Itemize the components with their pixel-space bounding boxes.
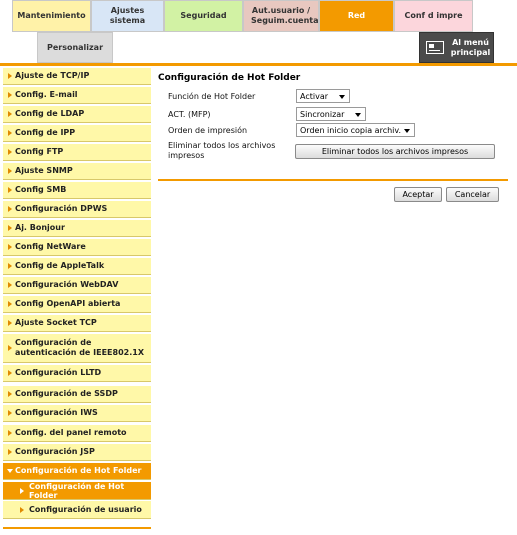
hot-folder-function-select[interactable] [296, 89, 350, 103]
tab-seguridad[interactable] [164, 0, 243, 32]
sidebar [0, 66, 151, 535]
chevron-down-icon [404, 129, 410, 133]
sidebar-item-label: Configuración de autenticación de IEEE802.1X [15, 338, 144, 357]
delete-printed-files-label: Eliminar todos los archivos impresos [168, 141, 276, 160]
sidebar-item-label: Ajuste SNMP [15, 166, 73, 175]
arrow-right-icon [20, 488, 24, 494]
main-menu-button[interactable] [419, 32, 494, 63]
sidebar-item-label: Configuración de Hot Folder [15, 466, 142, 475]
sidebar-item-label: Config FTP [15, 147, 64, 156]
arrow-right-icon [8, 187, 12, 193]
arrow-right-icon [8, 410, 12, 416]
cancel-button[interactable] [446, 187, 499, 202]
tab-label: Mantenimiento [17, 11, 86, 20]
button-label: Eliminar todos los archivos impresos [321, 147, 469, 156]
delete-printed-files-button[interactable] [295, 144, 495, 159]
arrow-right-icon [8, 430, 12, 436]
arrow-right-icon [8, 370, 12, 376]
sidebar-item-label: Config de LDAP [15, 109, 85, 118]
main-menu-label: Al menú principal [450, 37, 491, 57]
tab-label: Aut.usuario / Seguim.cuenta [251, 6, 319, 25]
sidebar-item-label: Config. del panel remoto [15, 428, 127, 437]
sidebar-item-label: Config OpenAPI abierta [15, 299, 121, 308]
page-title: Configuración de Hot Folder [158, 73, 301, 83]
sidebar-item-smb[interactable] [3, 182, 151, 199]
tab-label: Seguridad [180, 11, 227, 20]
sidebar-item-label: Ajuste de TCP/IP [15, 71, 90, 80]
tab-red[interactable] [319, 0, 394, 32]
arrow-right-icon [8, 282, 12, 288]
sidebar-item-label: Ajuste Socket TCP [15, 318, 97, 327]
arrow-right-icon [8, 206, 12, 212]
sidebar-item-ssdp[interactable] [3, 386, 151, 403]
arrow-right-icon [8, 92, 12, 98]
sidebar-bottom-divider [3, 527, 151, 529]
sidebar-item-jsp[interactable] [3, 444, 151, 461]
hot-folder-function-label: Función de Hot Folder [168, 92, 256, 101]
sidebar-item-label: Config NetWare [15, 242, 86, 251]
sidebar-item-email[interactable] [3, 87, 151, 104]
tab-personalizar[interactable] [37, 32, 113, 63]
sidebar-item-panel-remoto[interactable] [3, 425, 151, 442]
tab-conf-impre[interactable] [394, 0, 473, 32]
tab-ajustes-sistema[interactable] [91, 0, 164, 32]
tab-label: Ajustes sistema [109, 6, 146, 25]
sidebar-subitem-user-config[interactable] [3, 501, 151, 519]
sidebar-item-netware[interactable] [3, 239, 151, 256]
sidebar-item-ldap[interactable] [3, 106, 151, 123]
sidebar-item-label: Configuración LLTD [15, 368, 102, 377]
select-value: Orden inicio copia archiv. [300, 125, 402, 135]
arrow-right-icon [8, 168, 12, 174]
arrow-right-icon [8, 73, 12, 79]
select-value: Activar [300, 91, 329, 101]
sidebar-item-lltd[interactable] [3, 365, 151, 382]
sidebar-item-ieee8021x[interactable] [3, 334, 151, 363]
sidebar-item-openapi[interactable] [3, 296, 151, 313]
arrow-right-icon [8, 263, 12, 269]
arrow-right-icon [8, 320, 12, 326]
sidebar-item-ipp[interactable] [3, 125, 151, 142]
sidebar-item-label: Configuración JSP [15, 447, 95, 456]
sidebar-item-bonjour[interactable] [3, 220, 151, 237]
sidebar-item-label: Config de AppleTalk [15, 261, 105, 270]
sidebar-item-label: Configuración WebDAV [15, 280, 119, 289]
arrow-right-icon [8, 111, 12, 117]
top-tabs [0, 0, 517, 32]
sidebar-item-appletalk[interactable] [3, 258, 151, 275]
print-order-select[interactable] [296, 123, 415, 137]
tab-label: Personalizar [46, 43, 104, 52]
arrow-right-icon [8, 345, 12, 351]
arrow-down-icon [7, 469, 13, 473]
arrow-right-icon [20, 507, 24, 513]
tab-label: Red [347, 11, 366, 20]
chevron-down-icon [355, 113, 361, 117]
arrow-right-icon [8, 149, 12, 155]
sidebar-item-label: Configuración de SSDP [15, 389, 118, 398]
sidebar-item-webdav[interactable] [3, 277, 151, 294]
tab-mantenimiento[interactable] [12, 0, 91, 32]
sidebar-item-dpws[interactable] [3, 201, 151, 218]
sidebar-item-tcpip[interactable] [3, 68, 151, 85]
arrow-right-icon [8, 391, 12, 397]
sidebar-item-label: Configuración DPWS [15, 204, 108, 213]
arrow-right-icon [8, 130, 12, 136]
chevron-down-icon [339, 95, 345, 99]
sidebar-subitem-hot-folder-config[interactable] [3, 482, 151, 500]
sidebar-item-label: Configuración IWS [15, 408, 98, 417]
sidebar-item-socket-tcp[interactable] [3, 315, 151, 332]
sidebar-item-snmp[interactable] [3, 163, 151, 180]
sidebar-item-label: Config. E-mail [15, 90, 78, 99]
button-label: Cancelar [454, 190, 491, 199]
sidebar-subitem-label: Configuración de Hot Folder [29, 481, 125, 500]
arrow-right-icon [8, 301, 12, 307]
arrow-right-icon [8, 244, 12, 250]
sidebar-item-hot-folder[interactable] [3, 463, 151, 480]
act-mfp-label: ACT. (MFP) [168, 110, 211, 119]
content-divider [158, 179, 508, 181]
main-menu-icon [426, 41, 444, 54]
sidebar-item-ftp[interactable] [3, 144, 151, 161]
tab-label: Conf d impre [404, 11, 463, 20]
act-mfp-select[interactable] [296, 107, 366, 121]
sidebar-item-label: Config SMB [15, 185, 67, 194]
arrow-right-icon [8, 225, 12, 231]
button-label: Aceptar [402, 190, 434, 199]
tab-aut-usuario[interactable] [243, 0, 319, 32]
arrow-right-icon [8, 449, 12, 455]
select-value: Sincronizar [300, 109, 345, 119]
print-order-label: Orden de impresión [168, 126, 248, 135]
accept-button[interactable] [394, 187, 442, 202]
sidebar-item-iws[interactable] [3, 405, 151, 422]
sidebar-item-label: Aj. Bonjour [15, 223, 65, 232]
sidebar-subitem-label: Configuración de usuario [29, 505, 142, 514]
sidebar-item-label: Config de IPP [15, 128, 76, 137]
